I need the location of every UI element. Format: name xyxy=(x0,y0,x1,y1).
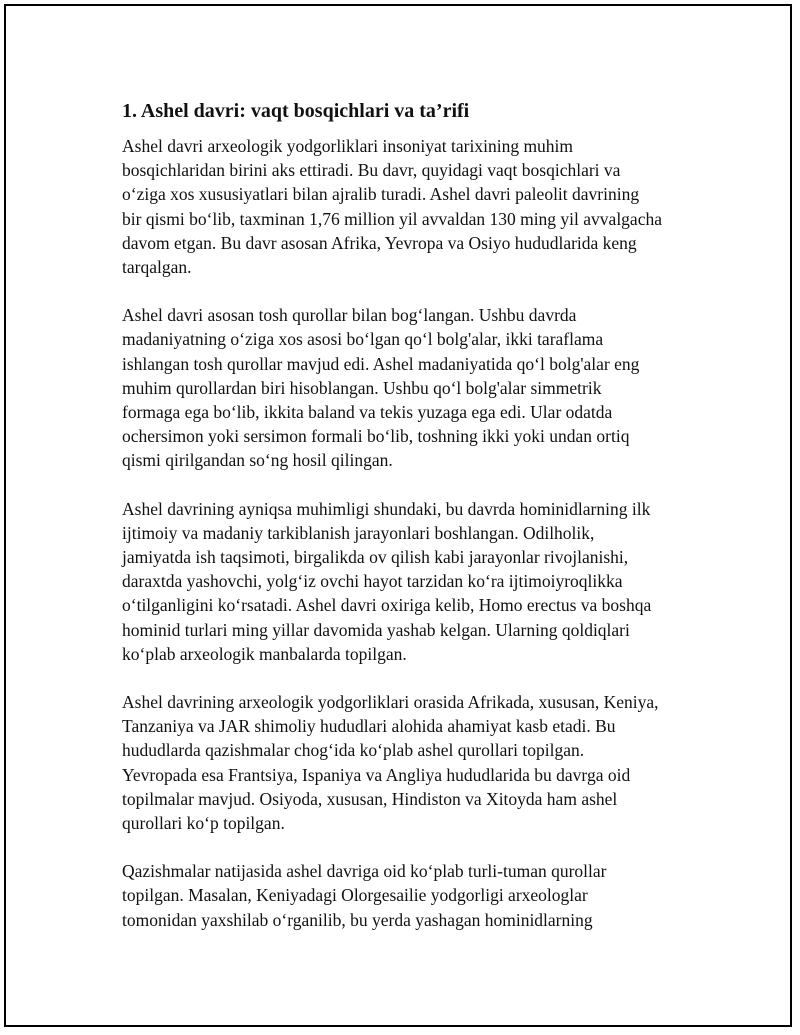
document-page xyxy=(4,4,792,1027)
text-line: Qazishmalar natijasida ashel davriga oid ko‘plab turli-tuman qurollar xyxy=(122,861,607,882)
text-line: bir qismi bo‘lib, taxminan 1,76 million yil avvaldan 130 ming yil avvalgacha xyxy=(122,208,662,229)
text-line: madaniyatning o‘ziga xos asosi bo‘lgan qo‘l bolg'alar, ikki taraflama xyxy=(122,329,604,350)
section-heading: 1. Ashel davri: vaqt bosqichlari va ta’rifi xyxy=(122,100,470,122)
text-line: Yevropada esa Frantsiya, Ispaniya va Angliya hududlarida bu davrga oid xyxy=(122,764,631,785)
text-line: Ashel davrining ayniqsa muhimligi shundaki, bu davrda hominidlarning ilk xyxy=(122,498,651,519)
text-line: Tanzaniya va JAR shimoliy hududlari alohida ahamiyat kasb etadi. Bu xyxy=(122,716,616,737)
text-line: qurollari ko‘p topilgan. xyxy=(122,813,285,834)
text-line: o‘ziga xos xususiyatlari bilan ajralib turadi. Ashel davri paleolit davrining xyxy=(122,184,640,205)
text-line: hominid turlari ming yillar davomida yashab kelgan. Ularning qoldiqlari xyxy=(122,619,630,640)
text-line: Ashel davrining arxeologik yodgorliklari orasida Afrikada, xususan, Keniya, xyxy=(122,692,659,713)
text-line: formaga ega bo‘lib, ikkita baland va tekis yuzaga ega edi. Ular odatda xyxy=(122,402,613,423)
text-line: Ashel davri arxeologik yodgorliklari insoniyat tarixining muhim xyxy=(122,136,574,156)
paragraph-1 xyxy=(122,134,712,279)
text-line: qismi qirilgandan so‘ng hosil qilingan. xyxy=(122,450,393,471)
paragraph-4 xyxy=(122,690,712,835)
text-line: tomonidan yaxshilab o‘rganilib, bu yerda yashagan hominidlarning xyxy=(122,909,593,930)
text-line: bosqichlaridan birini aks ettiradi. Bu davr, quyidagi vaqt bosqichlari va xyxy=(122,160,621,181)
paragraph-2 xyxy=(122,303,712,472)
text-line: daraxtda yashovchi, yolg‘iz ovchi hayot tarzidan ko‘ra ijtimoiyroqlikka xyxy=(122,571,623,592)
text-line: hududlarda qazishmalar chog‘ida ko‘plab ashel qurollari topilgan. xyxy=(122,740,585,761)
paragraph-5 xyxy=(122,859,712,932)
text-line: topilmalar mavjud. Osiyoda, xususan, Hindiston va Xitoyda ham ashel xyxy=(122,788,618,809)
text-line: o‘tilganligini ko‘rsatadi. Ashel davri oxiriga kelib, Homo erectus va boshqa xyxy=(122,595,652,616)
text-line: davom etgan. Bu davr asosan Afrika, Yevropa va Osiyo hududlarida keng xyxy=(122,232,637,253)
text-line: ochersimon yoki sersimon formali bo‘lib, toshning ikki yoki undan ortiq xyxy=(122,426,630,447)
text-line: ko‘plab arxeologik manbalarda topilgan. xyxy=(122,643,407,664)
text-line: ishlangan tosh qurollar mavjud edi. Ashel madaniyatida qo‘l bolg'alar eng xyxy=(122,353,640,374)
text-line: tarqalgan. xyxy=(122,257,192,278)
paragraph-3 xyxy=(122,497,712,666)
text-line: muhim qurollardan biri hisoblangan. Ushbu qo‘l bolg'alar simmetrik xyxy=(122,377,602,398)
document-body xyxy=(122,98,712,956)
text-line: topilgan. Masalan, Keniyadagi Olorgesailie yodgorligi arxeologlar xyxy=(122,885,588,906)
text-line: ijtimoiy va madaniy tarkiblanish jarayonlari boshlangan. Odilholik, xyxy=(122,522,595,543)
text-line: jamiyatda ish taqsimoti, birgalikda ov qilish kabi jarayonlar rivojlanishi, xyxy=(122,547,629,568)
text-line: Ashel davri asosan tosh qurollar bilan bog‘langan. Ushbu davrda xyxy=(122,305,577,326)
